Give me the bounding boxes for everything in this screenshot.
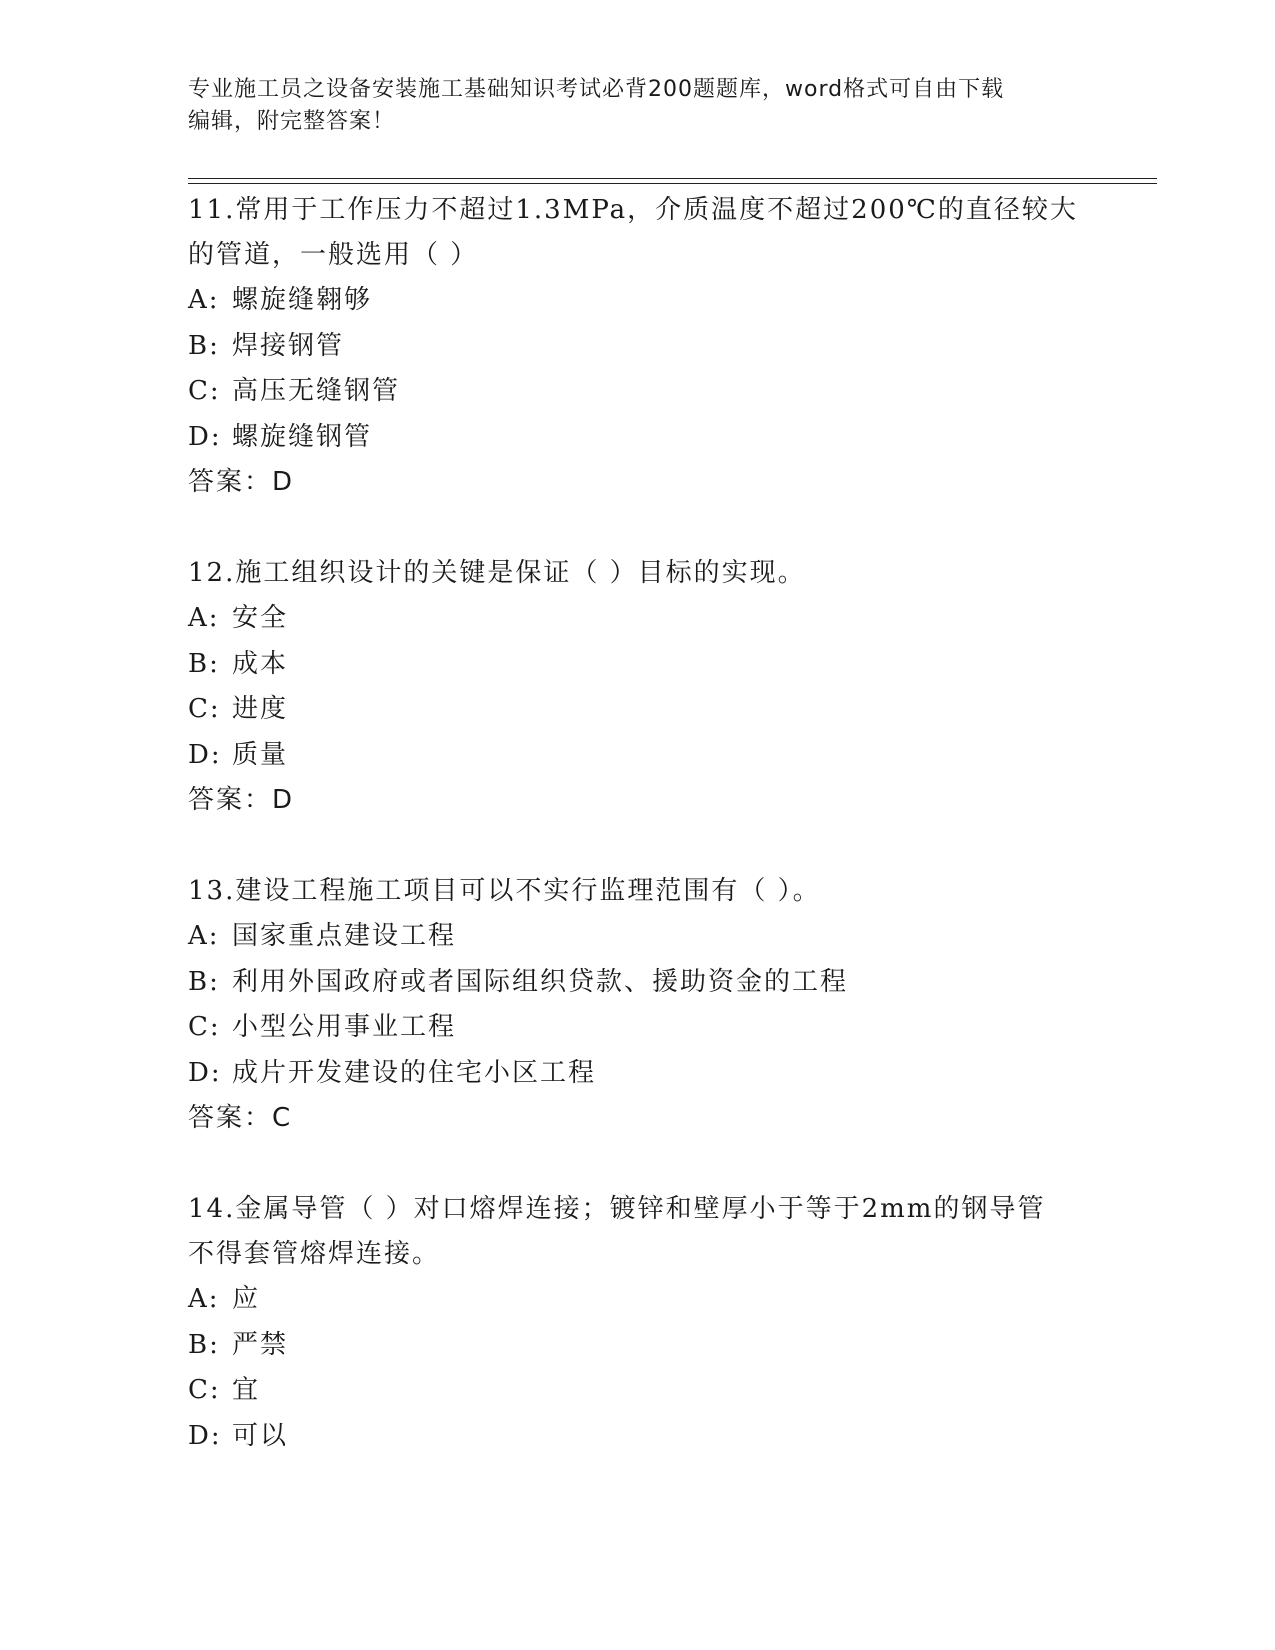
document-header <box>188 74 1068 138</box>
question-13 <box>188 869 1088 1141</box>
question-12 <box>188 551 1088 823</box>
question-stem <box>188 551 1088 596</box>
option-letter: A: <box>188 285 220 315</box>
answer-line: 答案：D <box>188 785 295 815</box>
option-letter: C: <box>188 376 221 406</box>
option-text: 质量 <box>232 739 289 770</box>
option-b <box>188 960 1088 1006</box>
option-c <box>188 1005 1088 1051</box>
question-stem-line: 14.金属导管（ ）对口熔焊连接；镀锌和壁厚小于等于2mm的钢导管 <box>188 1194 1046 1224</box>
option-c <box>188 1368 1088 1414</box>
option-text: 宜 <box>232 1375 261 1405</box>
option-letter: C: <box>188 694 221 724</box>
question-stem <box>188 188 1088 278</box>
question-stem <box>188 869 1088 914</box>
answer-line: 答案：D <box>188 467 295 497</box>
option-text: 焊接钢管 <box>232 330 345 361</box>
option-letter: B: <box>188 1329 220 1360</box>
question-stem-line: 13.建设工程施工项目可以不实行监理范围有（ ）。 <box>188 876 821 906</box>
option-text: 安全 <box>232 603 289 633</box>
option-letter: B: <box>188 966 220 997</box>
option-a <box>188 278 1088 324</box>
question-stem-line: 12.施工组织设计的关键是保证（ ）目标的实现。 <box>188 558 806 588</box>
option-a <box>188 1277 1088 1323</box>
option-letter: A: <box>188 921 220 951</box>
option-text: 严禁 <box>232 1329 289 1360</box>
question-11 <box>188 188 1088 505</box>
header-line-1: 专业施工员之设备安装施工基础知识考试必背200题题库，word格式可自由下载 <box>188 77 1005 102</box>
option-text: 可以 <box>232 1420 289 1451</box>
option-letter: D: <box>188 1420 222 1451</box>
option-letter: A: <box>188 1284 220 1314</box>
option-letter: D: <box>188 739 222 770</box>
header-divider-top <box>188 178 1157 179</box>
option-text: 成本 <box>232 648 289 679</box>
question-14 <box>188 1187 1088 1459</box>
question-list <box>188 188 1088 1459</box>
option-text: 螺旋缝钢管 <box>232 421 373 452</box>
option-text: 高压无缝钢管 <box>232 376 401 406</box>
header-line-2: 编辑，附完整答案！ <box>188 109 396 134</box>
option-b <box>188 642 1088 688</box>
option-c <box>188 369 1088 415</box>
question-stem <box>188 1187 1088 1277</box>
option-letter: D: <box>188 1057 222 1088</box>
option-d <box>188 415 1088 461</box>
option-text: 进度 <box>232 694 289 724</box>
option-letter: B: <box>188 330 220 361</box>
question-stem-line: 的管道，一般选用（ ） <box>188 240 479 270</box>
option-a <box>188 914 1088 960</box>
option-text: 应 <box>232 1284 261 1314</box>
option-d <box>188 733 1088 779</box>
option-letter: C: <box>188 1375 221 1405</box>
option-b <box>188 1323 1088 1369</box>
option-letter: B: <box>188 648 220 679</box>
option-d <box>188 1414 1088 1460</box>
header-divider-bottom <box>188 183 1157 184</box>
option-letter: A: <box>188 603 220 633</box>
option-text: 小型公用事业工程 <box>232 1012 457 1042</box>
option-b <box>188 324 1088 370</box>
answer-line: 答案：C <box>188 1103 293 1133</box>
question-stem-line: 不得套管熔焊连接。 <box>188 1239 441 1269</box>
option-text: 利用外国政府或者国际组织贷款、援助资金的工程 <box>232 966 849 997</box>
option-text: 成片开发建设的住宅小区工程 <box>232 1057 597 1088</box>
option-text: 螺旋缝翱够 <box>232 285 373 315</box>
option-c <box>188 687 1088 733</box>
option-letter: C: <box>188 1012 221 1042</box>
option-text: 国家重点建设工程 <box>232 921 457 951</box>
option-a <box>188 596 1088 642</box>
option-d <box>188 1051 1088 1097</box>
question-stem-line: 11.常用于工作压力不超过1.3MPa，介质温度不超过200℃的直径较大 <box>188 195 1078 225</box>
option-letter: D: <box>188 421 222 452</box>
